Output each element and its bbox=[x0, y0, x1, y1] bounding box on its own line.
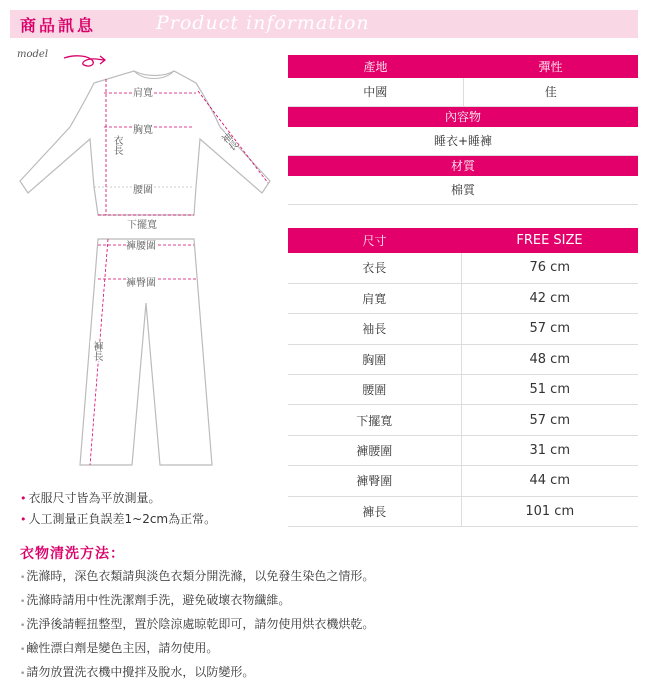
info-table bbox=[288, 55, 638, 205]
free-size-col-header: FREE SIZE bbox=[461, 228, 638, 253]
size-row-value: 42 cm bbox=[461, 283, 638, 313]
material-header: 材質 bbox=[288, 155, 638, 176]
table-row bbox=[288, 496, 638, 526]
table-row bbox=[288, 314, 638, 344]
table-row bbox=[288, 375, 638, 405]
size-row-name: 袖長 bbox=[288, 314, 461, 344]
elastic-header: 彈性 bbox=[463, 55, 638, 78]
size-row-value: 57 cm bbox=[461, 405, 638, 435]
table-row bbox=[288, 405, 638, 435]
list-item: •洗滌時，深色衣類請與淡色衣類分開洗滌，以免發生染色之情形。 bbox=[20, 569, 375, 583]
label-chest: 胸寬 bbox=[133, 125, 153, 136]
origin-value: 中國 bbox=[288, 78, 463, 106]
measurement-notes bbox=[20, 488, 216, 530]
label-pants-hip: 褲臀圍 bbox=[126, 278, 156, 289]
list-item: •洗淨後請輕扭整型，置於陰涼處晾乾即可，請勿使用烘衣機烘乾。 bbox=[20, 617, 375, 631]
section-header bbox=[10, 10, 638, 38]
garment-outline bbox=[14, 55, 284, 475]
label-waist: 腰圍 bbox=[133, 185, 153, 196]
label-pants-length: 褲長 bbox=[91, 341, 102, 361]
label-hem: 下擺寬 bbox=[127, 220, 157, 231]
size-row-name: 腰圍 bbox=[288, 375, 461, 405]
content-value: 睡衣+睡褲 bbox=[288, 127, 638, 155]
size-row-value: 44 cm bbox=[461, 466, 638, 496]
size-row-value: 51 cm bbox=[461, 375, 638, 405]
header-subtitle: Product information bbox=[156, 12, 370, 34]
note-item: • 人工測量正負誤差1~2cm為正常。 bbox=[20, 512, 217, 526]
table-row bbox=[288, 466, 638, 496]
origin-header: 產地 bbox=[288, 55, 463, 78]
label-length: 衣長 bbox=[111, 135, 122, 155]
list-item: •鹼性漂白劑是變色主因，請勿使用。 bbox=[20, 641, 219, 655]
table-row bbox=[288, 344, 638, 374]
content-header: 內容物 bbox=[288, 106, 638, 127]
table-row bbox=[288, 435, 638, 465]
garment-figure bbox=[14, 55, 284, 475]
wash-list bbox=[20, 565, 374, 685]
wash-title: 衣物清洗方法： bbox=[20, 546, 125, 562]
size-row-value: 101 cm bbox=[461, 496, 638, 526]
size-row-name: 褲腰圍 bbox=[288, 435, 461, 465]
size-row-value: 57 cm bbox=[461, 314, 638, 344]
size-col-header: 尺寸 bbox=[288, 228, 461, 253]
table-row bbox=[288, 253, 638, 283]
table-row bbox=[288, 283, 638, 313]
size-row-name: 下擺寬 bbox=[288, 405, 461, 435]
size-row-value: 76 cm bbox=[461, 253, 638, 283]
note-item: • 衣服尺寸皆為平放測量。 bbox=[20, 491, 161, 505]
size-table bbox=[288, 228, 638, 527]
label-sleeve: 袖長 bbox=[217, 131, 240, 154]
size-row-name: 肩寬 bbox=[288, 283, 461, 313]
size-row-name: 衣長 bbox=[288, 253, 461, 283]
label-pants-waist: 褲腰圍 bbox=[126, 241, 156, 252]
header-title: 商品訊息 bbox=[20, 16, 97, 35]
size-row-value: 31 cm bbox=[461, 435, 638, 465]
model-label: model bbox=[17, 49, 49, 60]
label-shoulder: 肩寬 bbox=[133, 88, 153, 99]
list-item: •請勿放置洗衣機中攪拌及脫水，以防變形。 bbox=[20, 665, 255, 679]
elastic-value: 佳 bbox=[463, 78, 638, 106]
material-value: 棉質 bbox=[288, 176, 638, 204]
size-row-name: 褲臀圍 bbox=[288, 466, 461, 496]
size-row-value: 48 cm bbox=[461, 344, 638, 374]
list-item: •洗滌時請用中性洗潔劑手洗，避免破壞衣物纖維。 bbox=[20, 593, 291, 607]
size-row-name: 胸圍 bbox=[288, 344, 461, 374]
size-row-name: 褲長 bbox=[288, 496, 461, 526]
